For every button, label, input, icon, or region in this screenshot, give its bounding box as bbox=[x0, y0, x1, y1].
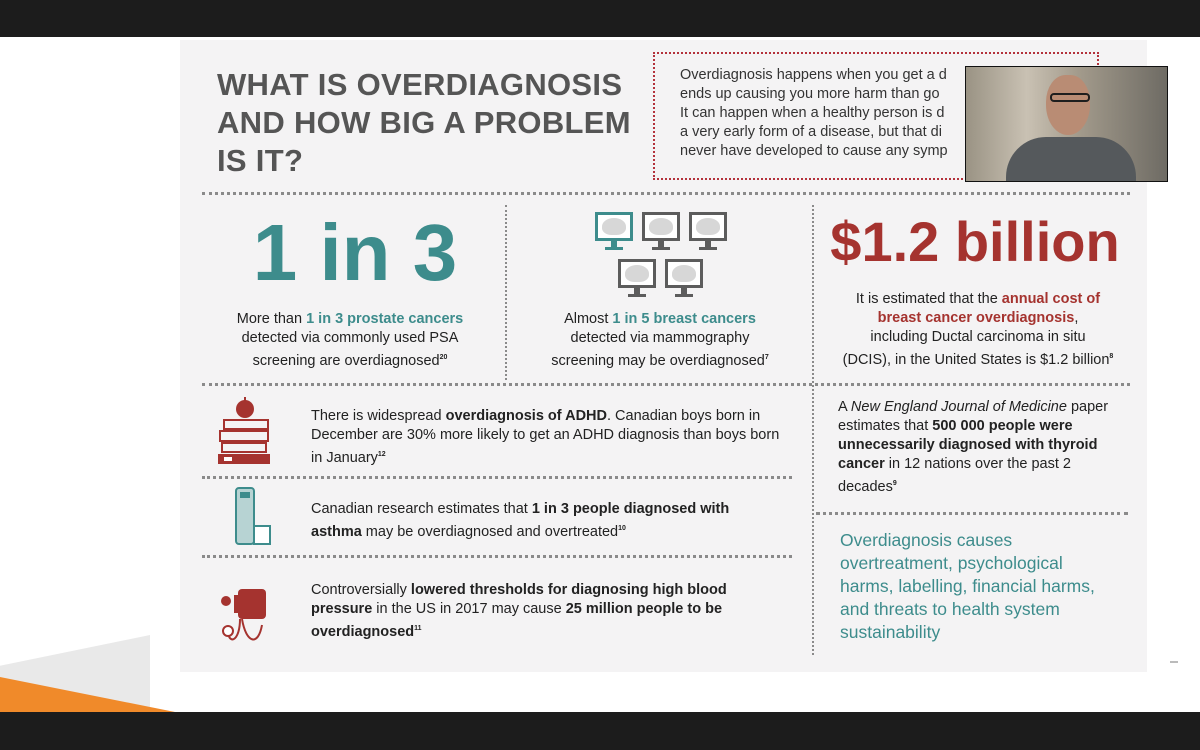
divider-row-1 bbox=[202, 476, 792, 479]
prostate-text: More than 1 in 3 prostate cancers detected via commonly used PSA screening are overdiagnosed$^{20}$ bbox=[236, 311, 464, 369]
slide-decoration-dash bbox=[1170, 661, 1178, 663]
monitor-icon bbox=[585, 212, 735, 307]
asthma-text: Canadian research estimates that 1 in 3 people diagnosed with asthma may be overdiagnosed and overtreated$^{10}$ bbox=[311, 501, 730, 540]
slide-title: WHAT IS OVERDIAGNOSIS AND HOW BIG A PROBLEM IS IT? bbox=[217, 67, 631, 178]
webcam-video-tile[interactable] bbox=[965, 66, 1168, 182]
blood-pressure-text: Controversially lowered thresholds for diagnosing high blood pressure in the US in 2017 may cause 25 million people to be overdiagnosed$^{11}$ bbox=[311, 582, 727, 640]
divider-col-1 bbox=[505, 205, 507, 380]
intro-text: Overdiagnosis happens when you get a d ends up causing you more harm than go It can happen when a healthy person is d a very early form of a disease, but that di never have developed to cause any symp bbox=[680, 67, 948, 159]
thyroid-text: A New England Journal of Medicine paper estimates that 500 000 people were unnecessarily diagnosed with thyroid cancer in 12 nations over the past 2 decades$^9$ bbox=[838, 399, 1109, 495]
divider-top bbox=[202, 192, 1130, 195]
prostate-stat: 1 in 3 bbox=[252, 208, 458, 297]
divider-row-2 bbox=[202, 555, 792, 558]
top-black-bar bbox=[0, 0, 1200, 37]
slide-decoration-orange bbox=[0, 677, 175, 712]
books-apple-icon bbox=[216, 395, 274, 465]
divider-right bbox=[816, 512, 1128, 515]
cost-text: It is estimated that the annual cost of breast cancer overdiagnosis, including Ductal carcinoma in situ (DCIS), in the United States is $1.2 billion$^8$ bbox=[842, 291, 1114, 368]
cost-stat: $1.2 billion bbox=[830, 210, 1120, 273]
breast-text: Almost 1 in 5 breast cancers detected via mammography screening may be overdiagnosed$^7$ bbox=[551, 311, 769, 369]
divider-middle bbox=[202, 383, 1130, 386]
inhaler-icon bbox=[232, 486, 274, 548]
closing-statement: Overdiagnosis causes overtreatment, psychological harms, labelling, financial harms, and threats to health system sustainability bbox=[840, 530, 1095, 642]
bottom-black-bar bbox=[0, 712, 1200, 750]
blood-pressure-cuff-icon bbox=[220, 585, 270, 653]
divider-col-2 bbox=[812, 205, 814, 655]
adhd-text: There is widespread overdiagnosis of ADHD. Canadian boys born in December are 30% more likely to get an ADHD diagnosis than boys born in January$^{12}$ bbox=[311, 408, 780, 466]
